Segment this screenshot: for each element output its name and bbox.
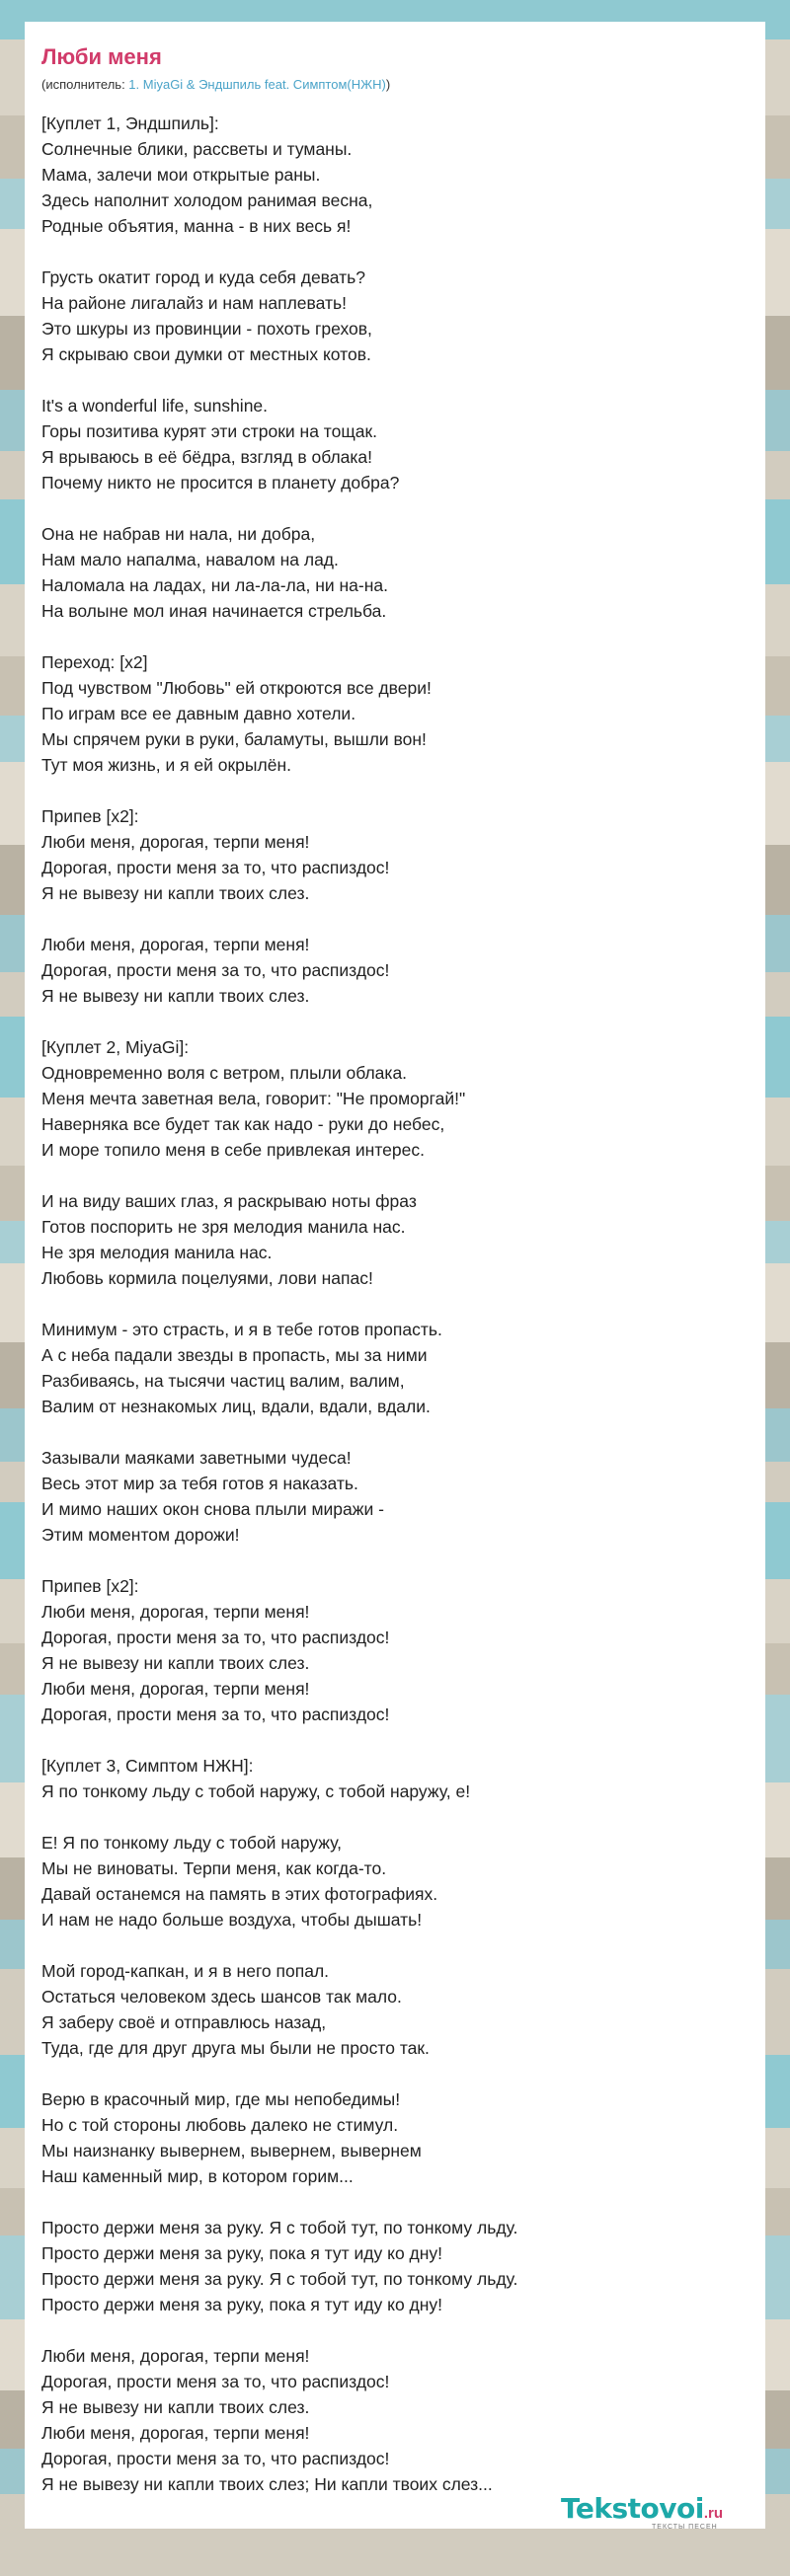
lyrics-line: Люби меня, дорогая, терпи меня! [41, 1679, 310, 1699]
lyrics-line: Дорогая, прости меня за то, что распиздос! [41, 960, 390, 980]
lyrics-stanza [41, 265, 749, 367]
lyrics-line: [Куплет 3, Симптом НЖН]: [41, 1756, 254, 1776]
lyrics-line: Я не вывезу ни капли твоих слез. [41, 883, 310, 903]
lyrics-line: [Куплет 1, Эндшпиль]: [41, 114, 219, 133]
lyrics-stanza [41, 1573, 749, 1727]
lyrics-line: Горы позитива курят эти строки на тощак. [41, 421, 377, 441]
lyrics-stanza [41, 393, 749, 495]
lyrics-stanza [41, 649, 749, 778]
lyrics-stanza [41, 1034, 749, 1163]
lyrics-line: И мимо наших окон снова плыли миражи - [41, 1499, 384, 1519]
lyrics-line: И на виду ваших глаз, я раскрываю ноты фраз [41, 1191, 417, 1211]
lyrics-line: Любовь кормила поцелуями, лови напас! [41, 1268, 373, 1288]
lyrics-line: Мы спрячем руки в руки, баламуты, вышли вон! [41, 729, 427, 749]
lyrics-line: Не зря мелодия манила нас. [41, 1243, 273, 1262]
lyrics-line: Дорогая, прости меня за то, что распиздос! [41, 2449, 390, 2468]
lyrics-line: Е! Я по тонкому льду с тобой наружу, [41, 1833, 342, 1853]
lyrics-line: Весь этот мир за тебя готов я наказать. [41, 1474, 358, 1493]
lyrics-stanza [41, 2086, 749, 2189]
lyrics-line: И море топило меня в себе привлекая интерес. [41, 1140, 425, 1160]
lyrics-line: Люби меня, дорогая, терпи меня! [41, 2423, 310, 2443]
logo-tld: .ru [703, 2505, 724, 2522]
lyrics-line: Готов поспорить не зря мелодия манила нас. [41, 1217, 406, 1237]
lyrics-stanza [41, 2343, 749, 2497]
lyrics-line: Наш каменный мир, в котором горим... [41, 2166, 354, 2186]
lyrics-line: Я врываюсь в её бёдра, взгляд в облака! [41, 447, 373, 467]
lyrics-line: Я заберу своё и отправлюсь назад, [41, 2012, 327, 2032]
lyrics-line: Просто держи меня за руку, пока я тут иду ко дну! [41, 2295, 443, 2314]
logo-tagline: ТЕКСТЫ ПЕСЕН [652, 2524, 718, 2531]
lyrics-line: Но с той стороны любовь далеко не стимул. [41, 2115, 399, 2135]
lyrics-line: Остаться человеком здесь шансов так мало. [41, 1987, 402, 2007]
lyrics-line: Нам мало напалма, навалом на лад. [41, 550, 339, 569]
lyrics-line: Дорогая, прости меня за то, что распиздос! [41, 858, 390, 877]
lyrics-stanza [41, 1317, 749, 1419]
lyrics-line: Грусть окатит город и куда себя девать? [41, 267, 365, 287]
lyrics-line: Мы наизнанку вывернем, вывернем, вывернем [41, 2141, 422, 2160]
lyrics-line: Люби меня, дорогая, терпи меня! [41, 832, 310, 852]
lyrics-line: Тут моя жизнь, и я ей окрылён. [41, 755, 291, 775]
lyrics-stanza [41, 1958, 749, 2061]
lyrics-line: Здесь наполнит холодом ранимая весна, [41, 190, 373, 210]
lyrics-line: Давай останемся на память в этих фотографиях. [41, 1884, 438, 1904]
lyrics-stanza [41, 1753, 749, 1804]
lyrics-line: Припев [x2]: [41, 1576, 139, 1596]
lyrics-line: Дорогая, прости меня за то, что распиздос! [41, 2372, 390, 2391]
logo-name: Tekstovoi [561, 2492, 704, 2525]
lyrics-line: Туда, где для друг друга мы были не просто так. [41, 2038, 430, 2058]
lyrics-stanza [41, 111, 749, 239]
lyrics-line: Под чувством "Любовь" ей откроются все двери! [41, 678, 432, 698]
lyrics-line: Люби меня, дорогая, терпи меня! [41, 1602, 310, 1622]
lyrics-line: Мы не виноваты. Терпи меня, как когда-то. [41, 1858, 387, 1878]
lyrics-line: Наверняка все будет так как надо - руки до небес, [41, 1114, 445, 1134]
lyrics-line: На волыне мол иная начинается стрельба. [41, 601, 387, 621]
lyrics-line: Просто держи меня за руку, пока я тут иду ко дну! [41, 2243, 443, 2263]
lyrics-line: Я не вывезу ни капли твоих слез. [41, 986, 310, 1006]
lyrics-card [25, 22, 765, 2529]
lyrics-line: Просто держи меня за руку. Я с тобой тут, по тонкому льду. [41, 2218, 518, 2237]
artist-prefix: (исполнитель: [41, 77, 129, 92]
lyrics-line: Дорогая, прости меня за то, что распиздос! [41, 1628, 390, 1647]
artist-suffix: ) [385, 77, 391, 92]
lyrics-stanza [41, 1445, 749, 1548]
lyrics-stanza [41, 521, 749, 624]
lyrics-line: Просто держи меня за руку. Я с тобой тут, по тонкому льду. [41, 2269, 518, 2289]
lyrics-line: И нам не надо больше воздуха, чтобы дышать! [41, 1910, 423, 1930]
lyrics-line: Почему никто не просится в планету добра? [41, 473, 400, 492]
lyrics-line: It's a wonderful life, sunshine. [41, 396, 269, 416]
lyrics-line: Верю в красочный мир, где мы непобедимы! [41, 2089, 401, 2109]
lyrics-stanza [41, 2215, 749, 2317]
lyrics-line: Переход: [x2] [41, 652, 148, 672]
lyrics-line: Солнечные блики, рассветы и туманы. [41, 139, 353, 159]
lyrics-stanza [41, 932, 749, 1009]
lyrics-line: Родные объятия, манна - в них весь я! [41, 216, 352, 236]
lyrics-line: Люби меня, дорогая, терпи меня! [41, 2346, 310, 2366]
lyrics-line: Дорогая, прости меня за то, что распиздос! [41, 1705, 390, 1724]
lyrics-line: Этим моментом дорожи! [41, 1525, 240, 1545]
lyrics-line: Зазывали маяками заветными чудеса! [41, 1448, 352, 1468]
lyrics-body [41, 111, 749, 2497]
lyrics-stanza [41, 1830, 749, 1932]
lyrics-line: Валим от незнакомых лиц, вдали, вдали, вдали. [41, 1397, 431, 1416]
lyrics-line: Мама, залечи мои открытые раны. [41, 165, 321, 185]
lyrics-stanza [41, 803, 749, 906]
lyrics-line: Разбиваясь, на тысячи частиц валим, валим, [41, 1371, 405, 1391]
lyrics-line: Я не вывезу ни капли твоих слез; Ни капли твоих слез... [41, 2474, 493, 2494]
lyrics-line: Я не вывезу ни капли твоих слез. [41, 1653, 310, 1673]
lyrics-line: [Куплет 2, MiyaGi]: [41, 1037, 190, 1057]
lyrics-line: Мой город-капкан, и я в него попал. [41, 1961, 330, 1981]
site-logo[interactable] [561, 2492, 768, 2532]
lyrics-line: Минимум - это страсть, и я в тебе готов пропасть. [41, 1320, 442, 1339]
song-title: Люби меня [41, 44, 162, 69]
lyrics-line: Наломала на ладах, ни ла-ла-ла, ни на-на. [41, 575, 388, 595]
artist-line [41, 76, 749, 93]
lyrics-line: На районе лигалайз и нам наплевать! [41, 293, 347, 313]
artist-link[interactable]: 1. MiyaGi & Эндшпиль feat. Симптом(НЖН) [128, 77, 386, 92]
lyrics-line: Меня мечта заветная вела, говорит: "Не проморгай!" [41, 1089, 466, 1108]
lyrics-line: Я скрываю свои думки от местных котов. [41, 344, 371, 364]
lyrics-line: Я по тонкому льду с тобой наружу, с тобой наружу, е! [41, 1781, 471, 1801]
lyrics-line: Одновременно воля с ветром, плыли облака. [41, 1063, 408, 1083]
lyrics-line: По играм все ее давным давно хотели. [41, 704, 356, 723]
lyrics-line: Люби меня, дорогая, терпи меня! [41, 935, 310, 954]
lyrics-line: Я не вывезу ни капли твоих слез. [41, 2397, 310, 2417]
lyrics-line: А с неба падали звезды в пропасть, мы за ними [41, 1345, 428, 1365]
lyrics-line: Припев [x2]: [41, 806, 139, 826]
lyrics-line: Это шкуры из провинции - похоть грехов, [41, 319, 372, 339]
lyrics-stanza [41, 1188, 749, 1291]
lyrics-line: Она не набрав ни нала, ни добра, [41, 524, 316, 544]
